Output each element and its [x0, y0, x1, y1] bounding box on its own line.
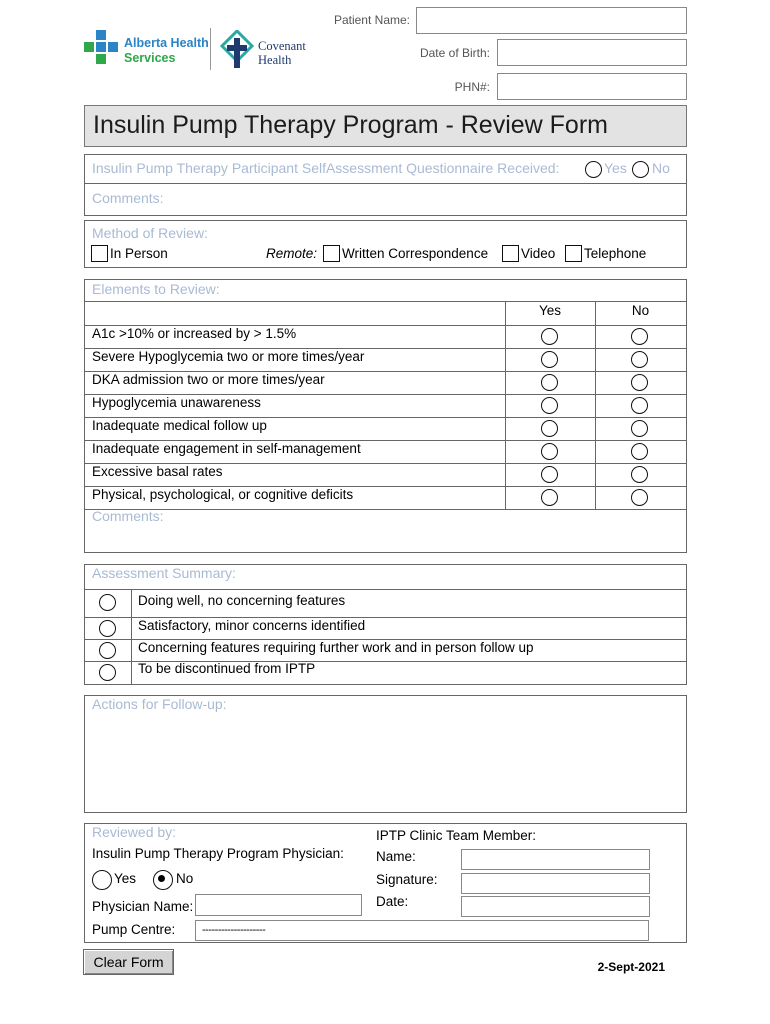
yes-radio[interactable] [541, 351, 558, 368]
table-row: Excessive basal rates [92, 464, 223, 479]
table-row: DKA admission two or more times/year [92, 372, 325, 387]
no-radio[interactable] [631, 420, 648, 437]
dob-label: Date of Birth: [419, 46, 490, 60]
pump-centre-input[interactable] [195, 920, 649, 941]
phn-field[interactable] [497, 73, 687, 100]
ahs-logo-line2: Services [124, 51, 176, 65]
remote-label: Remote: [266, 246, 318, 261]
assessment-radio[interactable] [99, 664, 116, 681]
yes-radio[interactable] [541, 466, 558, 483]
video-checkbox[interactable] [502, 245, 519, 262]
table-row: Inadequate medical follow up [92, 418, 267, 433]
reviewed-by-section [84, 823, 687, 943]
column-divider [505, 301, 506, 510]
alberta-health-services-logo [84, 30, 209, 66]
table-row: Hypoglycemia unawareness [92, 395, 261, 410]
elements-comments-field[interactable] [175, 511, 683, 549]
yes-radio[interactable] [541, 397, 558, 414]
signature-input[interactable] [461, 873, 650, 894]
telephone-checkbox[interactable] [565, 245, 582, 262]
questionnaire-label: Insulin Pump Therapy Participant SelfAssessment Questionnaire Received: [92, 160, 560, 176]
physician-label: Insulin Pump Therapy Program Physician: [92, 846, 344, 861]
phn-label: PHN#: [454, 80, 490, 94]
name-label: Name: [376, 849, 416, 864]
assessment-option: Doing well, no concerning features [138, 593, 346, 608]
comments-label: Comments: [92, 190, 164, 206]
written-correspondence-checkbox[interactable] [323, 245, 340, 262]
divider [85, 509, 686, 510]
in-person-label: In Person [110, 246, 168, 261]
ahs-cross-icon [84, 30, 120, 66]
physician-name-input[interactable] [195, 894, 362, 916]
physician-name-label: Physician Name: [92, 899, 194, 914]
yes-radio[interactable] [541, 420, 558, 437]
telephone-label: Telephone [584, 246, 647, 261]
assessment-option: Satisfactory, minor concerns identified [138, 618, 366, 633]
method-of-review-label: Method of Review: [92, 225, 208, 241]
actions-follow-up-label: Actions for Follow-up: [92, 696, 227, 712]
comments-field[interactable] [175, 185, 683, 213]
team-member-label: IPTP Clinic Team Member: [376, 828, 537, 843]
divider [85, 183, 686, 184]
written-correspondence-label: Written Correspondence [342, 246, 489, 261]
physician-no-label: No [176, 871, 194, 886]
ahs-logo-line1: Alberta Health [124, 36, 209, 50]
assessment-radio[interactable] [99, 594, 116, 611]
physician-yes-radio[interactable] [92, 870, 112, 890]
questionnaire-no-radio[interactable] [632, 161, 649, 178]
questionnaire-yes-radio[interactable] [585, 161, 602, 178]
no-radio[interactable] [631, 374, 648, 391]
questionnaire-section [84, 154, 687, 216]
table-row: Severe Hypoglycemia two or more times/year [92, 349, 365, 364]
no-radio[interactable] [631, 466, 648, 483]
no-radio[interactable] [631, 328, 648, 345]
date-input[interactable] [461, 896, 650, 917]
elements-to-review-section [84, 279, 687, 553]
yes-radio[interactable] [541, 443, 558, 460]
covenant-logo-line1: Covenant [258, 39, 306, 53]
no-radio[interactable] [631, 489, 648, 506]
form-title: Insulin Pump Therapy Program - Review Form [93, 111, 608, 139]
in-person-checkbox[interactable] [91, 245, 108, 262]
assessment-summary-section [84, 564, 687, 685]
clear-form-button[interactable]: Clear Form [83, 949, 174, 975]
assessment-option: To be discontinued from IPTP [138, 661, 316, 676]
yes-radio[interactable] [541, 489, 558, 506]
patient-name-field[interactable] [416, 7, 687, 34]
pump-centre-value: -------------------- [202, 924, 266, 936]
questionnaire-yes-label: Yes [604, 160, 627, 176]
table-row: Inadequate engagement in self-management [92, 441, 361, 456]
logo-divider [210, 28, 211, 70]
method-of-review-section [84, 220, 687, 268]
actions-follow-up-field[interactable] [89, 716, 682, 808]
table-row: A1c >10% or increased by > 1.5% [92, 326, 297, 341]
column-header-no: No [631, 303, 650, 318]
covenant-logo-line2: Health [258, 53, 292, 67]
signature-label: Signature: [376, 872, 438, 887]
pump-centre-label: Pump Centre: [92, 922, 176, 937]
covenant-cross-icon [220, 30, 254, 70]
elements-comments-label: Comments: [92, 508, 164, 524]
assessment-summary-label: Assessment Summary: [92, 565, 236, 581]
assessment-radio[interactable] [99, 620, 116, 637]
no-radio[interactable] [631, 397, 648, 414]
column-divider [131, 589, 132, 684]
column-divider [595, 301, 596, 510]
yes-radio[interactable] [541, 328, 558, 345]
elements-to-review-label: Elements to Review: [92, 281, 220, 297]
covenant-health-logo [220, 30, 320, 72]
table-row: Physical, psychological, or cognitive deficits [92, 487, 354, 502]
physician-yes-label: Yes [114, 871, 137, 886]
divider [85, 589, 686, 590]
form-title-bar [84, 105, 687, 147]
physician-no-radio[interactable] [153, 870, 173, 890]
yes-radio[interactable] [541, 374, 558, 391]
assessment-option: Concerning features requiring further work and in person follow up [138, 640, 534, 655]
video-label: Video [521, 246, 556, 261]
patient-name-label: Patient Name: [333, 13, 410, 27]
no-radio[interactable] [631, 351, 648, 368]
date-label: Date: [376, 894, 409, 909]
reviewed-by-label: Reviewed by: [92, 824, 177, 840]
name-input[interactable] [461, 849, 650, 870]
no-radio[interactable] [631, 443, 648, 460]
questionnaire-no-label: No [652, 160, 670, 176]
form-version-date: 2-Sept-2021 [597, 960, 665, 974]
actions-follow-up-section [84, 695, 687, 813]
column-header-yes: Yes [538, 303, 562, 318]
assessment-radio[interactable] [99, 642, 116, 659]
dob-field[interactable] [497, 39, 687, 66]
